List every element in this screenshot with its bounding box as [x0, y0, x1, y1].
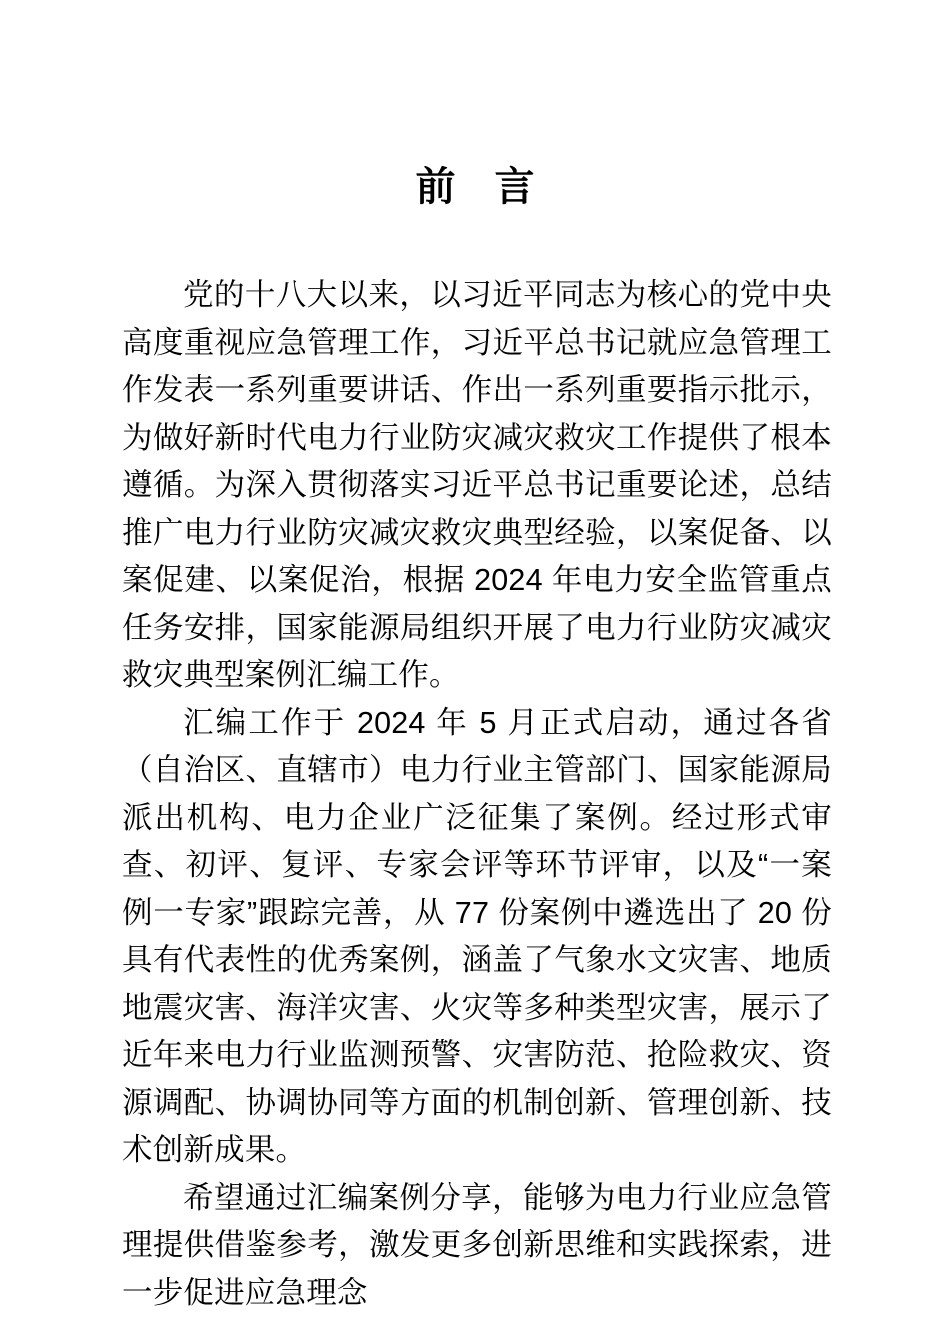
paragraph-1: 党的十八大以来，以习近平同志为核心的党中央高度重视应急管理工作，习近平总书记就应急管理工作发表一系列重要讲话、作出一系列重要指示批示，为做好新时代电力行业防灾减灾救灾工作提供了根本遵循。为深入贯彻落实习近平总书记重要论述，总结推广电力行业防灾减灾救灾典型经验，以案促备、以案促建、以案促治，根据 2024 年电力安全监管重点任务安排，国家能源局组织开展了电力行业防灾减灾救灾典型案例汇编工作。	[122, 278, 832, 692]
document-body	[122, 272, 832, 1317]
page-title: 前 言	[415, 165, 549, 209]
paragraph-2: 汇编工作于 2024 年 5 月正式启动，通过各省（自治区、直辖市）电力行业主管部门、国家能源局派出机构、电力企业广泛征集了案例。经过形式审查、初评、复评、专家会评等环节评审，以及“一案例一专家”跟踪完善，从 77 份案例中遴选出了 20 份具有代表性的优秀案例，涵盖了气象水文灾害、地质地震灾害、海洋灾害、火灾等多种类型灾害，展示了近年来电力行业监测预警、灾害防范、抢险救灾、资源调配、协调协同等方面的机制创新、管理创新、技术创新成果。	[122, 705, 832, 1167]
paragraph-3: 希望通过汇编案例分享，能够为电力行业应急管理提供借鉴参考，激发更多创新思维和实践探索，进一步促进应急理念	[122, 1180, 832, 1310]
